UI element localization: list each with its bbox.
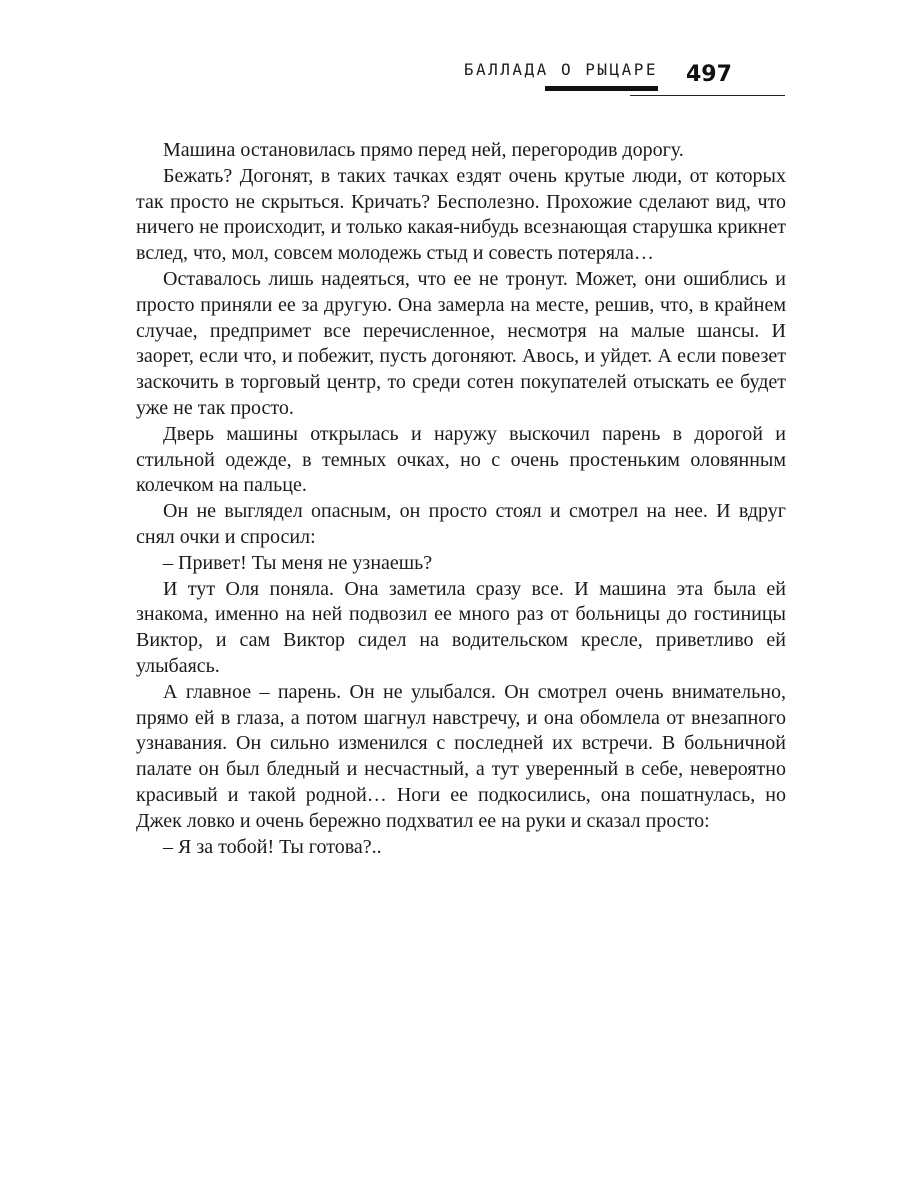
page-number: 497 [686, 62, 732, 87]
dialogue-line: – Я за тобой! Ты готова?.. [163, 835, 382, 858]
paragraph: Машина остановилась прямо перед ней, перегородив дорогу. [163, 139, 684, 161]
paragraph: Бежать? Догонят, в таких тачках ездят очень крутые люди, от которых так просто не скрыться. Кричать? Бесполезно. Прохожие сделают вид, что ничего не происходит, и только какая-нибудь всезнающая старушка крикнет вслед, что, мол, совсем молодежь стыд и совесть потеряла… [136, 164, 786, 265]
running-header [0, 0, 900, 110]
paragraph: Дверь машины открылась и наружу выскочил парень в дорогой и стильной одежде, в темных очках, но с очень простеньким оловянным колечком на пальце. [136, 422, 786, 497]
header-rule-thick [545, 86, 658, 91]
paragraph: Оставалось лишь надеяться, что ее не тронут. Может, они ошиблись и просто приняли ее за другую. Она замерла на месте, решив, что, в крайнем случае, предпримет все перечисленное, несмотря на малые шансы. И заорет, если что, и побежит, пусть догоняют. Авось, и уйдет. А если повезет заскочить в торговый центр, то среди сотен покупателей отыскать ее будет уже не так просто. [136, 267, 786, 419]
running-header-title: БАЛЛАДА О РЫЦАРЕ [463, 60, 658, 79]
paragraph: Он не выглядел опасным, он просто стоял и смотрел на нее. И вдруг снял очки и спросил: [136, 500, 786, 548]
paragraph: И тут Оля поняла. Она заметила сразу все. И машина эта была ей знакома, именно на ней подвозил ее много раз от больницы до гостиницы Виктор, и сам Виктор сидел на водительском кресле, приветливо ей улыбаясь. [136, 577, 786, 677]
paragraph: А главное – парень. Он не улыбался. Он смотрел очень внимательно, прямо ей в глаза, а потом шагнул навстречу, и она обомлела от внезапного узнавания. Он сильно изменился с последней их встречи. В больничной палате он был бледный и несчастный, а тут уверенный в себе, невероятно красивый и такой родной… Ноги ее подкосились, она пошатнулась, но Джек ловко и очень бережно подхватил ее на руки и сказал просто: [136, 680, 786, 832]
text-body [136, 138, 786, 860]
dialogue-line: – Привет! Ты меня не узнаешь? [163, 551, 433, 574]
header-rule-thin [630, 95, 785, 96]
